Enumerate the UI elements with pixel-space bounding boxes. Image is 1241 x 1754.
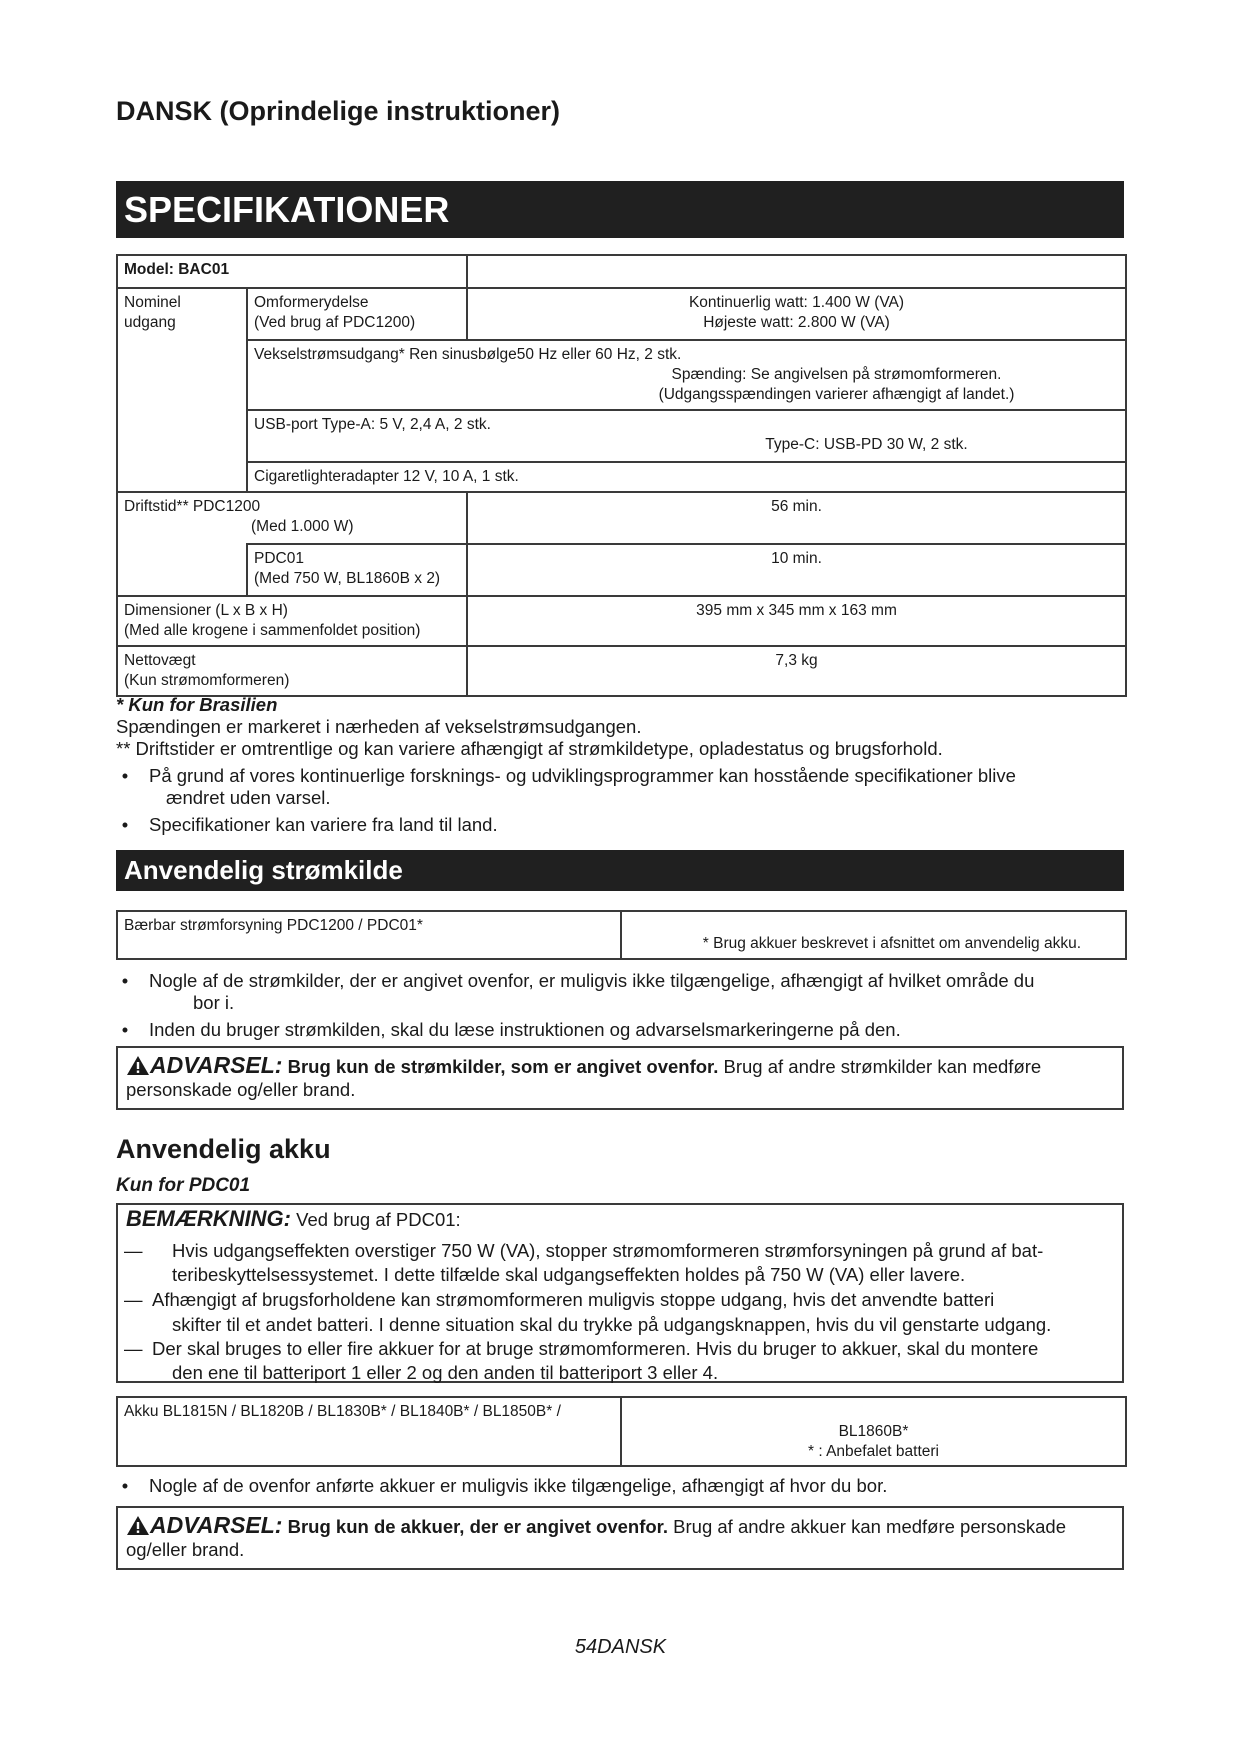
cigarette-adapter-label: Cigaretlighteradapter 12 V, 10 A, 1 stk. xyxy=(247,462,1126,492)
battery-list-right xyxy=(621,1397,1126,1466)
usb-label: USB-port Type-A: 5 V, 2,4 A, 2 stk. xyxy=(254,416,491,433)
power-source-notes xyxy=(116,970,1116,1046)
ac-output-label: Vekselstrømsudgang* Ren sinusbølge50 Hz eller 60 Hz, 2 stk. xyxy=(254,346,682,363)
runtime-pdc01-label: PDC01 (Med 750 W, BL1860B x 2) xyxy=(247,544,467,596)
bullet-dot: • xyxy=(121,814,129,835)
dash-mark: — xyxy=(124,1240,143,1261)
runtime-pdc1200-value: 56 min. xyxy=(467,492,1126,544)
note-keyword: BEMÆRKNING: xyxy=(126,1206,291,1231)
warning-keyword: ADVARSEL: xyxy=(150,1052,283,1078)
model-label: Model: BAC01 xyxy=(117,255,467,288)
battery-subheading: Kun for PDC01 xyxy=(116,1175,251,1196)
page-number: 54DANSK xyxy=(574,1636,667,1658)
ac-output-value: Spænding: Se angivelsen på strømomformeren. (Udgangsspændingen varierer afhængigt af landet.) xyxy=(658,366,1015,403)
dash-mark: — xyxy=(124,1338,143,1359)
warning-text: Brug af andre strømkilder kan medføre xyxy=(718,1056,1042,1077)
battery-note xyxy=(116,1203,1124,1383)
note-intro: Ved brug af PDC01: xyxy=(291,1209,461,1230)
language-title: DANSK (Oprindelige instruktioner) xyxy=(116,96,561,126)
note-item-1-line2: teribeskyttelsessystemet. I dette tilfælde skal udgangseffekten holdes på 750 W (VA) eller lavere. xyxy=(172,1264,966,1285)
bullet-dot: • xyxy=(121,1019,129,1040)
spec-bullet-2-text: Specifikationer kan variere fra land til land. xyxy=(149,814,498,835)
warning-keyword: ADVARSEL: xyxy=(150,1512,283,1538)
spec-bullet-1-line2: ændret uden varsel. xyxy=(166,787,331,808)
power-source-banner: Anvendelig strømkilde xyxy=(116,850,1124,891)
battery-notes xyxy=(116,1475,1116,1502)
specifications-banner: SPECIFIKATIONER xyxy=(116,181,1124,238)
footnote-runtime: ** Driftstider er omtrentlige og kan variere afhængigt af strømkildetype, opladestatus og brugsforhold. xyxy=(116,738,943,759)
ac-output-row xyxy=(247,340,1126,410)
battery-table xyxy=(116,1396,1127,1467)
spec-bullet-1 xyxy=(116,765,1116,809)
note-item-1-line1: Hvis udgangseffekten overstiger 750 W (VA), stopper strømomformeren strømforsyningen på grund af bat- xyxy=(172,1240,1044,1261)
battery-warning xyxy=(116,1506,1124,1570)
warning-triangle-icon xyxy=(126,1515,150,1536)
usb-value: Type-C: USB-PD 30 W, 2 stk. xyxy=(765,436,968,453)
battery-bullet xyxy=(116,1475,1116,1497)
warning-text-2: personskade og/eller brand. xyxy=(126,1079,356,1100)
power-bullet-1-line1: Nogle af de strømkilder, der er angivet ovenfor, er muligvis ikke tilgængelige, afhængigt af hvilket område du xyxy=(149,970,1035,991)
power-bullet-2 xyxy=(116,1019,1116,1041)
power-bullet-1-line2: bor i. xyxy=(193,992,235,1013)
bullet-dot: • xyxy=(121,765,129,786)
battery-list-cont: BL1860B* xyxy=(838,1423,909,1440)
dimensions-value: 395 mm x 345 mm x 163 mm xyxy=(467,596,1126,646)
footnote-brazil: * Kun for Brasilien xyxy=(116,694,278,715)
runtime-pdc01-value: 10 min. xyxy=(467,544,1126,596)
warning-triangle-icon xyxy=(126,1055,150,1076)
weight-label: Nettovægt (Kun strømomformeren) xyxy=(117,646,467,696)
inverter-label: Omformerydelse (Ved brug af PDC1200) xyxy=(247,288,467,340)
warning-bold-text: Brug kun de strømkilder, som er angivet ovenfor. xyxy=(282,1056,719,1077)
battery-recommended-note: * : Anbefalet batteri xyxy=(808,1443,939,1460)
runtime-pdc1200-cell xyxy=(117,492,467,544)
runtime-pdc1200-note: (Med 1.000 W) xyxy=(251,518,354,535)
bullet-dot: • xyxy=(121,1475,129,1496)
inverter-value: Kontinuerlig watt: 1.400 W (VA) Højeste watt: 2.800 W (VA) xyxy=(467,288,1126,340)
note-item-3-line2: den ene til batteriport 1 eller 2 og den anden til batteriport 3 eller 4. xyxy=(172,1362,719,1383)
note-item-3-line1: Der skal bruges to eller fire akkuer for at bruge strømomformeren. Hvis du bruger to akkuer, skal du montere xyxy=(152,1338,1039,1359)
dash-mark: — xyxy=(124,1289,143,1310)
spec-bullet-2 xyxy=(116,814,1116,836)
footnote-voltage: Spændingen er markeret i nærheden af vekselstrømsudgangen. xyxy=(116,716,642,737)
battery-bullet-text: Nogle af de ovenfor anførte akkuer er muligvis ikke tilgængelige, afhængigt af hvor du bor. xyxy=(149,1475,888,1496)
power-source-right: * Brug akkuer beskrevet i afsnittet om anvendelig akku. xyxy=(621,911,1126,959)
note-item-2-line1: Afhængigt af brugsforholdene kan strømomformeren muligvis stoppe udgang, hvis det anvendte batteri xyxy=(152,1289,995,1310)
power-source-left: Bærbar strømforsyning PDC1200 / PDC01* xyxy=(117,911,621,959)
weight-value: 7,3 kg xyxy=(467,646,1126,696)
battery-heading: Anvendelig akku xyxy=(116,1134,331,1164)
runtime-label: Driftstid** PDC1200 xyxy=(124,498,261,515)
dimensions-label: Dimensioner (L x B x H) (Med alle krogene i sammenfoldet position) xyxy=(117,596,467,646)
bullet-dot: • xyxy=(121,970,129,991)
power-bullet-1 xyxy=(116,970,1116,1014)
warning-text: Brug af andre akkuer kan medføre personskade xyxy=(668,1516,1066,1537)
spec-footnotes xyxy=(116,694,1116,841)
usb-row xyxy=(247,410,1126,462)
nominal-output-label: Nominel udgang xyxy=(117,288,247,492)
battery-list: Akku BL1815N / BL1820B / BL1830B* / BL1840B* / BL1850B* / xyxy=(117,1397,621,1466)
power-bullet-2-text: Inden du bruger strømkilden, skal du læse instruktionen og advarselsmarkeringerne på den. xyxy=(149,1019,901,1040)
warning-bold-text: Brug kun de akkuer, der er angivet ovenfor. xyxy=(282,1516,669,1537)
note-item-2-line2: skifter til et andet batteri. I denne situation skal du trykke på udgangsknappen, hvis du vil genstarte udgang. xyxy=(172,1314,1052,1335)
spec-bullet-1-line1: På grund af vores kontinuerlige forsknings- og udviklingsprogrammer kan hosstående specifikationer blive xyxy=(149,765,1016,786)
specifications-table xyxy=(116,254,1127,697)
power-source-warning xyxy=(116,1046,1124,1110)
warning-text-2: og/eller brand. xyxy=(126,1539,245,1560)
power-source-table xyxy=(116,910,1127,960)
runtime-blank-cell xyxy=(117,544,247,596)
model-value-cell xyxy=(467,255,1126,288)
note-header xyxy=(126,1207,461,1232)
